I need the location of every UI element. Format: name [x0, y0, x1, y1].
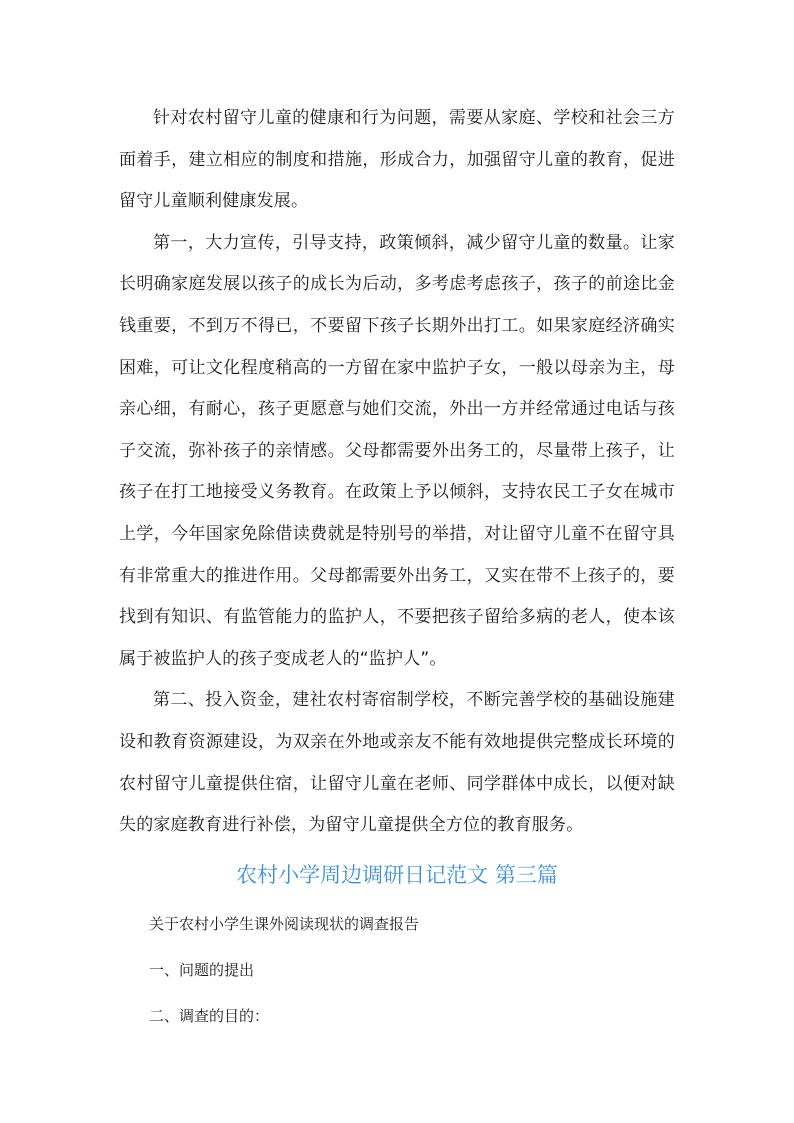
report-section-two: 二、调查的目的： — [149, 1006, 270, 1025]
document-body — [119, 98, 675, 1039]
report-title-line: 关于农村小学生课外阅读现状的调查报告 — [149, 914, 420, 933]
section-heading: 农村小学周边调研日记范文 第三篇 — [236, 862, 558, 887]
report-section-one: 一、问题的提出 — [149, 960, 255, 979]
paragraph-intro: 针对农村留守儿童的健康和行为问题，需要从家庭、学校和社会三方面着手，建立相应的制度和措施，形成合力，加强留守儿童的教育，促进留守儿童顺利健康发展。 — [119, 108, 675, 212]
paragraph-second-measure: 第二、投入资金，建社农村寄宿制学校，不断完善学校的基础设施建设和教育资源建设，为双亲在外地或亲友不能有效地提供完整成长环境的农村留守儿童提供住宿，让留守儿童在老师、同学群体中成长，以便对缺失的家庭教育进行补偿，为留守儿童提供全方位的教育服务。 — [119, 690, 675, 836]
paragraph-first-measure: 第一，大力宣传，引导支持，政策倾斜，减少留守儿童的数量。让家长明确家庭发展以孩子的成长为后动，多考虑考虑孩子，孩子的前途比金钱重要，不到万不得已，不要留下孩子长期外出打工。如果家庭经济确实困难，可让文化程度稍高的一方留在家中监护子女，一般以母亲为主，母亲心细，有耐心，孩子更愿意与她们交流，外出一方并经常通过电话与孩子交流，弥补孩子的亲情感。父母都需要外出务工的，尽量带上孩子，让孩子在打工地接受义务教育。在政策上予以倾斜，支持农民工子女在城市上学，今年国家免除借读费就是特别号的举措，对让留守儿童不在留守具有非常重大的推进作用。父母都需要外出务工，又实在带不上孩子的，要找到有知识、有监管能力的监护人，不要把孩子留给多病的老人，使本该属于被监护人的孩子变成老人的“监护人”。 — [119, 232, 675, 669]
